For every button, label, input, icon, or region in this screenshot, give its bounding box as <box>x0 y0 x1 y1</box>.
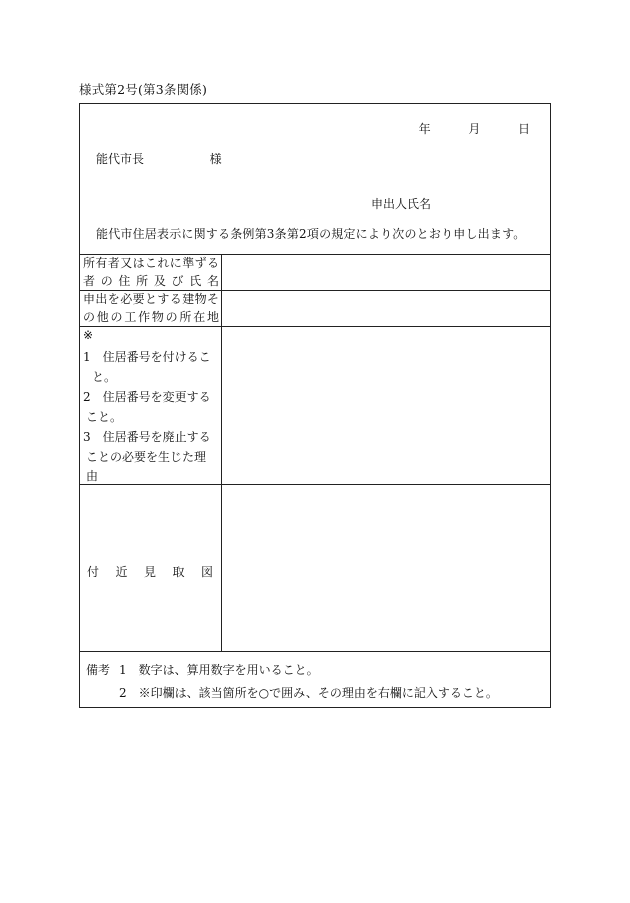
form-frame <box>79 103 551 708</box>
divider-reason <box>80 484 550 485</box>
addressee <box>96 150 222 167</box>
remarks-label: 備考 <box>86 663 111 677</box>
date-day-label: 日 <box>517 122 530 136</box>
location-label <box>83 290 219 326</box>
location-label-line2: の他の工作物の所在地 <box>83 310 219 324</box>
addressee-name: 能代市長 <box>96 152 145 166</box>
reason-item3-line2: ことの必要を生じた理 <box>86 450 207 464</box>
map-label-char-1: 付 <box>87 565 100 579</box>
application-statement: 能代市住居表示に関する条例第3条第2項の規定により次のとおり申し出ます。 <box>96 227 526 241</box>
divider-location <box>80 326 550 327</box>
map-label-char-3: 見 <box>143 565 156 579</box>
reason-item1-line2: と。 <box>92 370 117 384</box>
column-divider <box>221 254 222 651</box>
location-label-line1: 申出を必要とする建物そ <box>83 292 219 306</box>
owner-label <box>83 254 219 290</box>
owner-label-line1: 所有者又はこれに準ずる <box>83 256 219 270</box>
remarks-item1: 1 数字は、算用数字を用いること。 <box>119 663 319 677</box>
reason-item1-line1: 1 住居番号を付けるこ <box>83 350 211 364</box>
applicant-name-label: 申出人氏名 <box>371 197 432 211</box>
reason-item2-line2: こと。 <box>86 410 123 424</box>
reason-item3-line3: 由 <box>86 469 99 483</box>
date-month-label: 月 <box>468 122 481 136</box>
map-label-char-4: 取 <box>172 565 185 579</box>
remarks-item2: 2 ※印欄は、該当箇所を○で囲み、その理由を右欄に記入すること。 <box>119 686 498 700</box>
map-label <box>87 563 213 580</box>
addressee-honorific: 様 <box>209 152 222 166</box>
divider-map <box>80 651 550 652</box>
date-year-label: 年 <box>418 122 431 136</box>
owner-label-line2: 者の住所及び氏名 <box>83 274 219 288</box>
map-label-char-5: 図 <box>200 565 213 579</box>
form-title: 様式第2号(第3条関係) <box>79 82 208 97</box>
date-row <box>419 120 530 137</box>
map-label-char-2: 近 <box>115 565 128 579</box>
reason-item3-line1: 3 住居番号を廃止する <box>83 430 211 444</box>
reason-note-mark: ※ <box>83 328 94 342</box>
reason-item2-line1: 2 住居番号を変更する <box>83 390 211 404</box>
